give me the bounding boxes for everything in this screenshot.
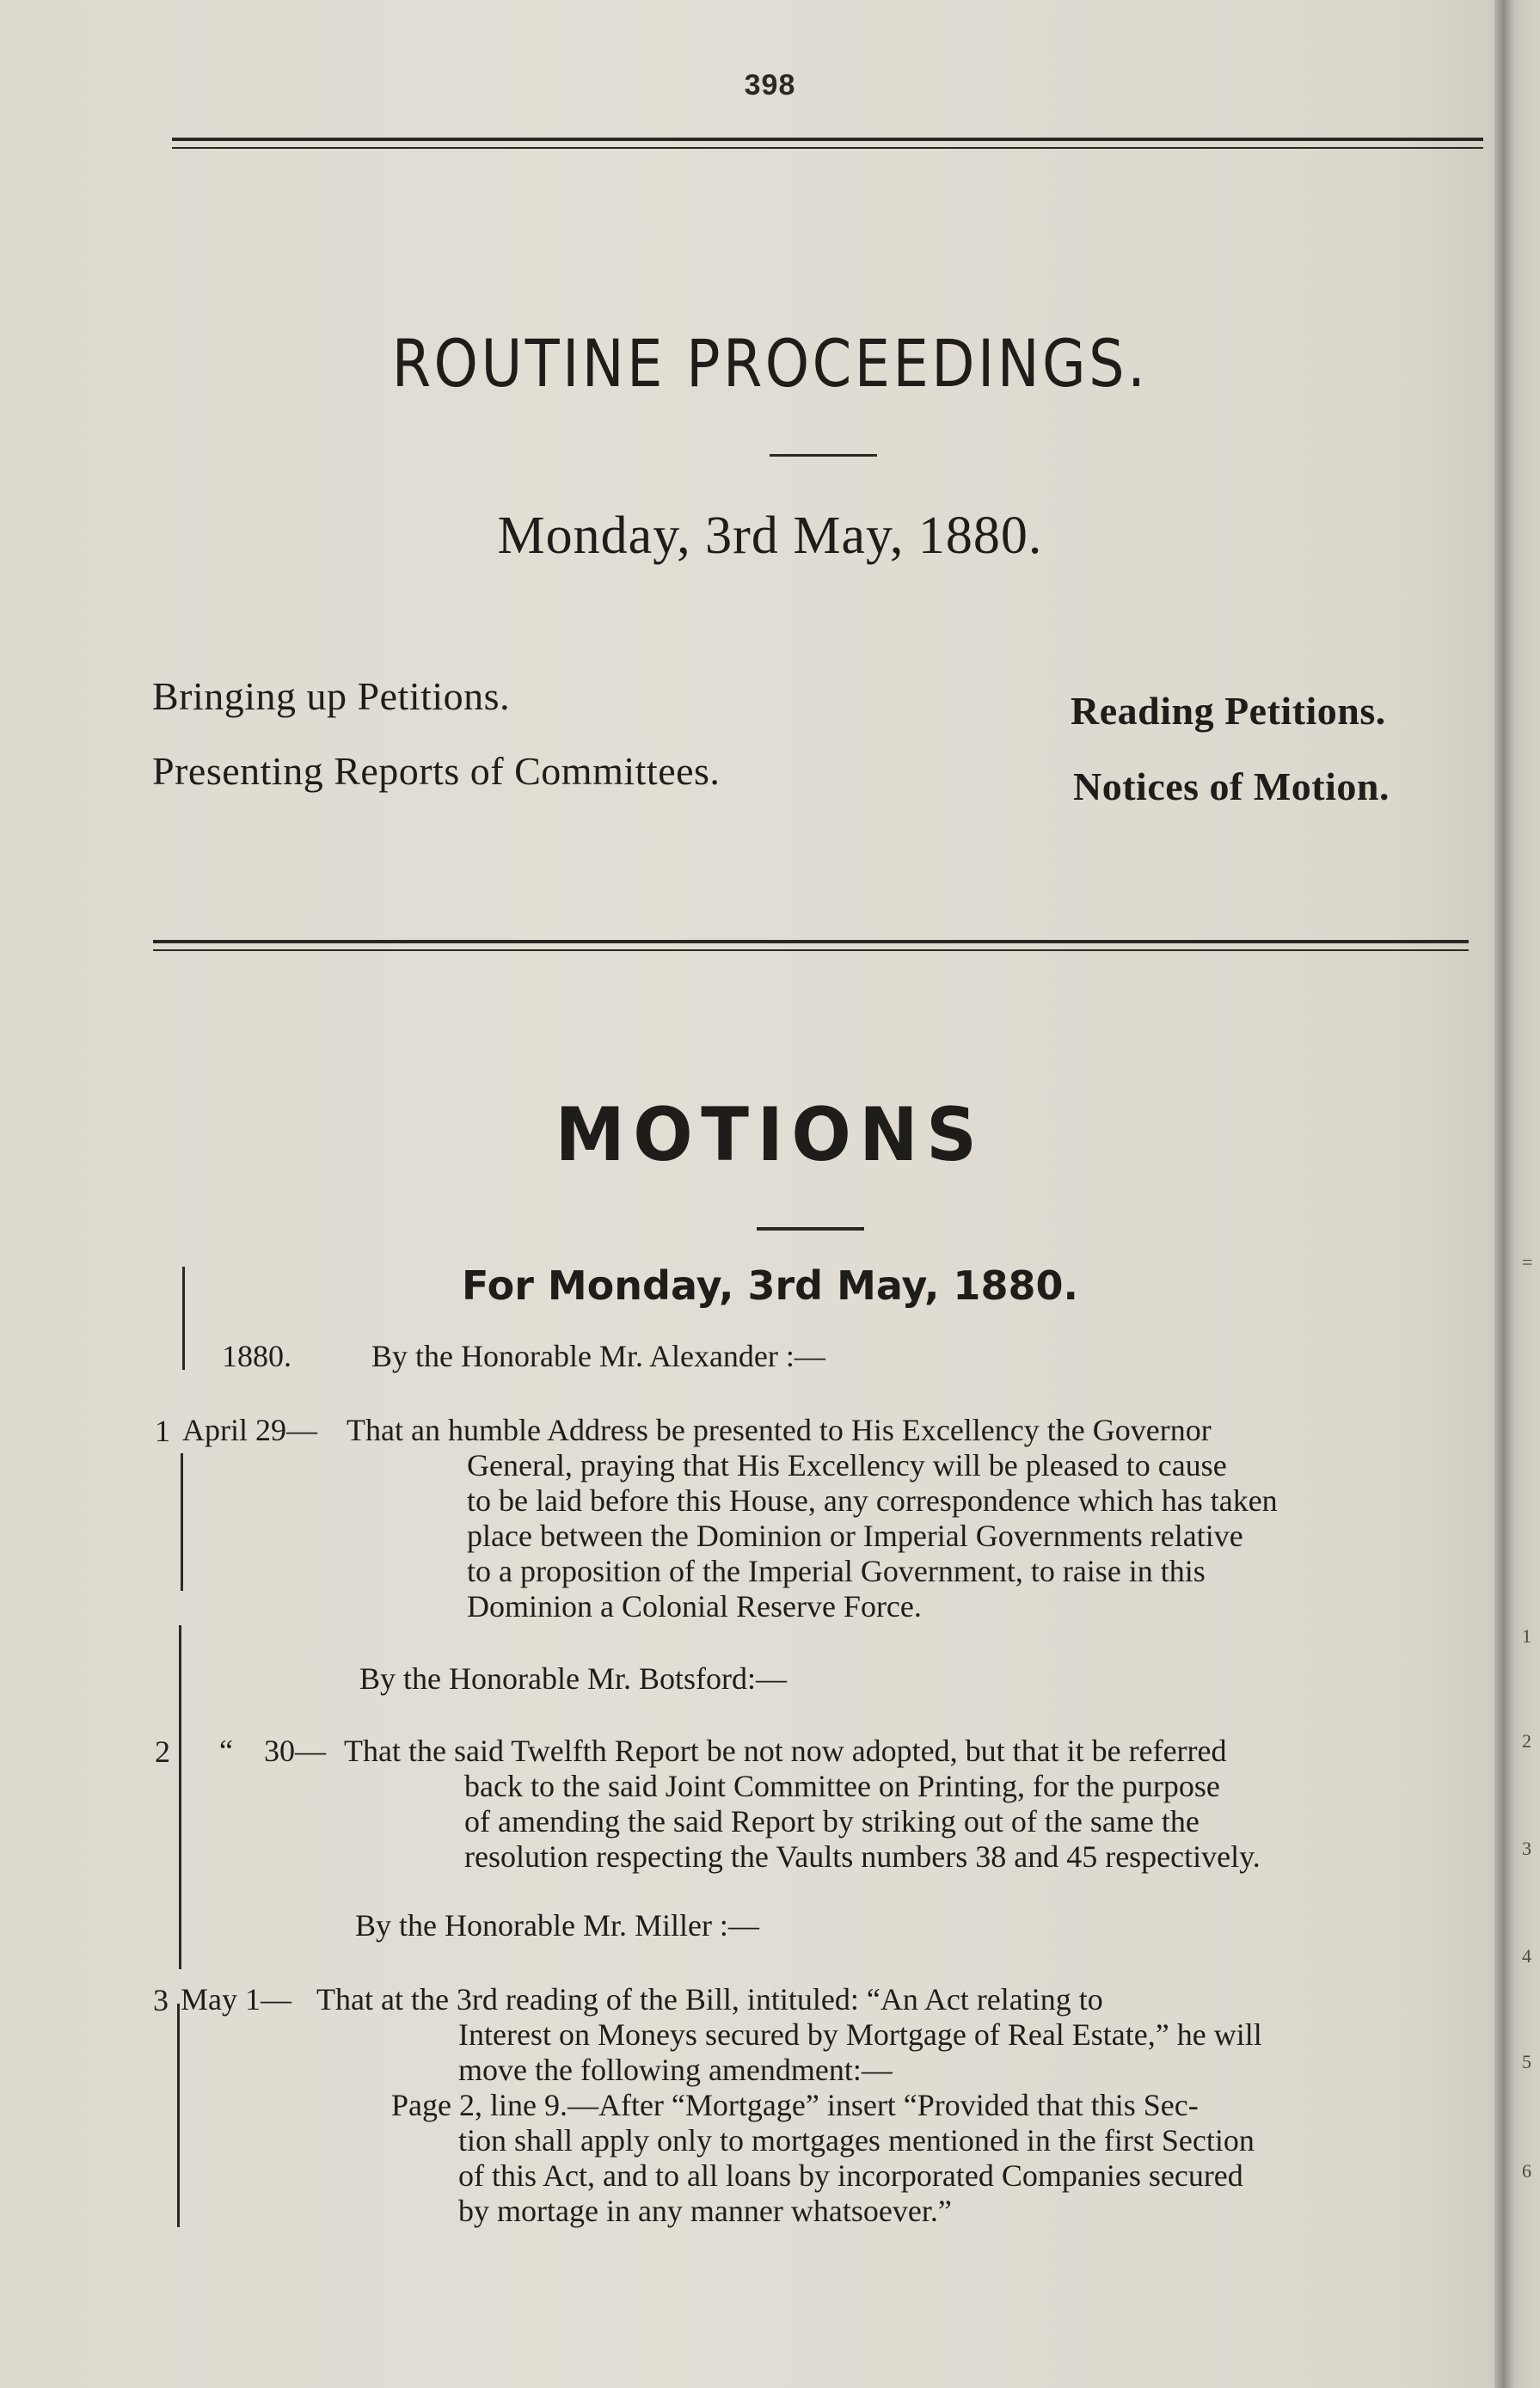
amendment-first-line: Page 2, line 9.—After “Mortgage” insert “Provided that this Sec- [391, 2088, 1199, 2122]
amendment-line: by mortage in any manner whatsoever.” [458, 2194, 952, 2228]
motion-first-line: That the said Twelfth Report be not now adopted, but that it be referred [344, 1734, 1227, 1768]
motion-number: 1 [155, 1414, 170, 1448]
motion-mover-text: By the Honorable Mr. Alexander :— [371, 1339, 825, 1373]
page-number: 398 [744, 69, 796, 101]
double-rule-mid [153, 940, 1469, 943]
title-divider [770, 454, 877, 457]
motions-divider [757, 1227, 864, 1231]
margin-bar [177, 2004, 180, 2227]
motion-mover: By the Honorable Mr. Botsford:— [359, 1661, 787, 1696]
routine-item: Presenting Reports of Committees. [152, 749, 721, 793]
motions-year: 1880. [222, 1339, 291, 1373]
motions-heading: MOTIONS [555, 1092, 985, 1178]
double-rule-top [172, 138, 1483, 141]
motion-line: Dominion a Colonial Reserve Force. [467, 1589, 922, 1624]
motion-date: “ 30— [219, 1734, 326, 1768]
motions-for-date: For Monday, 3rd May, 1880. [462, 1262, 1078, 1309]
motion-number: 3 [153, 1983, 169, 2017]
motion-body [467, 1448, 1464, 1624]
routine-item: Notices of Motion. [1073, 764, 1390, 808]
routine-item: Reading Petitions. [1071, 689, 1386, 733]
motion-mover [371, 1339, 825, 1374]
gutter-mark: 1 [1522, 1625, 1531, 1647]
motion-date: April 29— [182, 1413, 317, 1447]
margin-bar [179, 1625, 181, 1969]
motion-line: resolution respecting the Vaults numbers 38 and 45 respectively. [464, 1839, 1261, 1874]
gutter-mark: 3 [1522, 1838, 1531, 1859]
motion-body [464, 1769, 1462, 1875]
gutter-mark: 2 [1522, 1730, 1531, 1752]
motion-first-line: That at the 3rd reading of the Bill, intituled: “An Act relating to [316, 1982, 1103, 2017]
page-title: ROUTINE PROCEEDINGS. [391, 325, 1149, 402]
routine-item: Bringing up Petitions. [152, 674, 511, 718]
motion-line: Interest on Moneys secured by Mortgage of Real Estate,” he will [458, 2017, 1262, 2052]
motion-line: back to the said Joint Committee on Printing, for the purpose [464, 1769, 1220, 1803]
motion-line: move the following amendment:— [458, 2053, 893, 2087]
gutter-mark: 6 [1522, 2160, 1531, 2182]
double-rule-top-thin [172, 147, 1483, 149]
amendment-body [458, 2123, 1447, 2229]
motion-date: May 1— [181, 1982, 291, 2017]
motion-body [458, 2017, 1447, 2088]
double-rule-mid-thin [153, 949, 1469, 951]
motion-line: to be laid before this House, any correspondence which has taken [467, 1483, 1278, 1518]
gutter-mark: 4 [1522, 1945, 1531, 1967]
gutter-mark: 5 [1522, 2051, 1531, 2072]
motion-mover: By the Honorable Mr. Miller :— [355, 1908, 759, 1943]
motion-number: 2 [155, 1734, 170, 1769]
margin-bar [181, 1453, 183, 1591]
motion-line: place between the Dominion or Imperial Governments relative [467, 1519, 1243, 1553]
binding-gutter [1494, 0, 1540, 2388]
amendment-line: of this Act, and to all loans by incorporated Companies secured [458, 2158, 1243, 2193]
sitting-date: Monday, 3rd May, 1880. [497, 506, 1043, 565]
motion-first-line: That an humble Address be presented to His Excellency the Governor [347, 1413, 1212, 1447]
amendment-line: tion shall apply only to mortgages mentioned in the first Section [458, 2123, 1255, 2158]
motion-line: General, praying that His Excellency will be pleased to cause [467, 1448, 1227, 1483]
gutter-mark: = [1522, 1251, 1533, 1273]
motion-line: to a proposition of the Imperial Government, to raise in this [467, 1554, 1206, 1588]
motion-line: of amending the said Report by striking out of the same the [464, 1804, 1199, 1839]
